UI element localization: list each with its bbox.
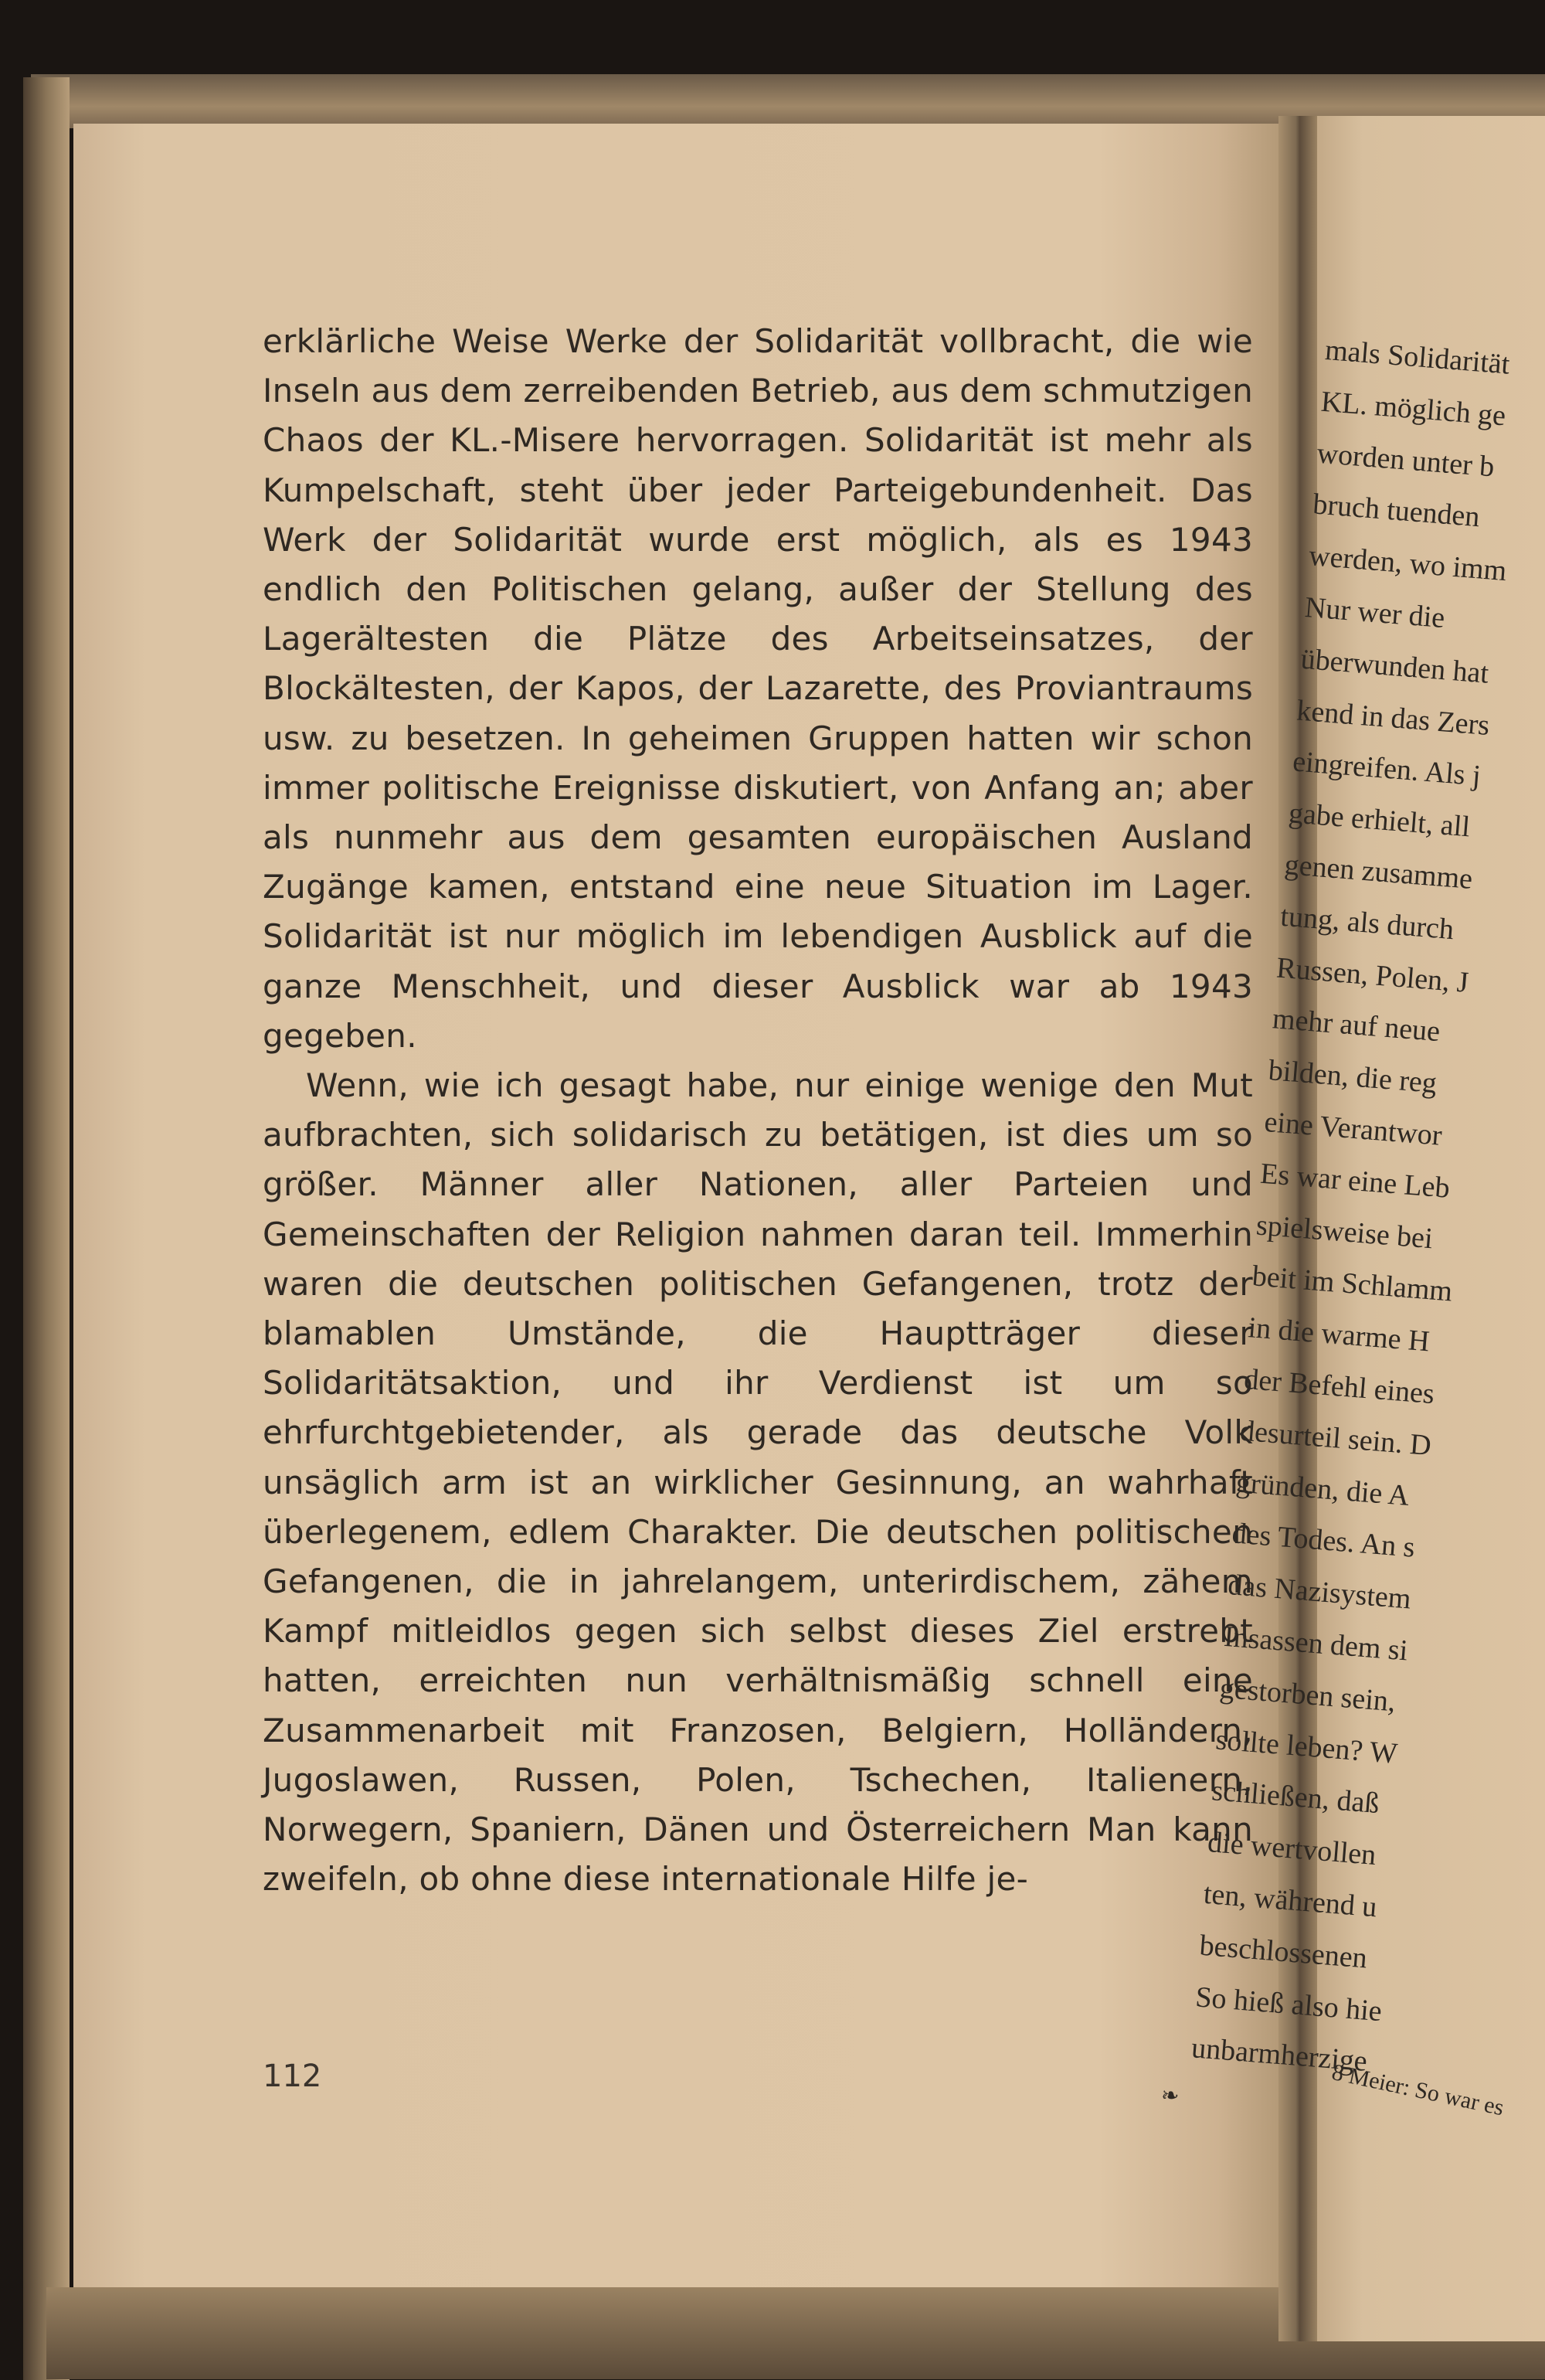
right-page-line: ten, während u	[1202, 1877, 1378, 1924]
right-page-line: worden unter b	[1316, 437, 1496, 484]
right-page-line: schließen, daß	[1211, 1774, 1381, 1821]
right-page-line: bilden, die reg	[1267, 1054, 1438, 1100]
right-page-line: tung, als durch	[1279, 899, 1455, 946]
right-page-line: spielsweise bei	[1255, 1209, 1435, 1255]
right-page-line: der Befehl eines	[1242, 1362, 1436, 1411]
right-page-line: eine Verantwor	[1263, 1105, 1444, 1152]
book-cover-left-edge	[23, 77, 70, 2380]
right-page-line: desurteil sein. D	[1238, 1414, 1433, 1462]
ornament-mark: ❧	[1161, 2082, 1180, 2108]
right-page-line: beschlossenen	[1198, 1929, 1369, 1975]
right-page-line: Insassen dem si	[1222, 1620, 1409, 1668]
right-page-line: KL. möglich ge	[1319, 385, 1507, 433]
right-page-line: eingreifen. Als j	[1291, 745, 1482, 793]
right-page-line: unbarmherzige	[1190, 2032, 1369, 2079]
paragraph-2: Wenn, wie ich gesagt habe, nur einige wenige den Mut aufbrachten, sich solidarisch zu betätigen, ist dies um so größer. Männer aller Nationen, aller Parteien und Gemeinschaften der Religion nahmen daran teil. Immerhin waren die deutschen politischen Gefangenen, trotz der blamablen Umstände, die Hauptträger dieser Solidaritätsaktion, und ihr Verdienst ist um so ehrfurchtgebietender, als gerade das deutsche Volk unsäglich arm ist an wirklicher Gesinnung, an wahrhaft überlegenem, edlem Charakter. Die deutschen politischen Gefangenen, die in jahrelangem, unterirdischem, zähem Kampf mitleidlos gegen sich selbst dieses Ziel erstrebt hatten, erreichten nun verhältnismäßig schnell eine Zusammenarbeit mit Franzosen, Belgiern, Holländern, Jugoslawen, Russen, Polen, Tschechen, Italienern, Norwegern, Spaniern, Dänen und Österreichern Man kann zweifeln, ob ohne diese internationale Hilfe je-	[263, 1066, 1253, 1899]
right-page-line: Es war eine Leb	[1258, 1157, 1452, 1205]
right-page-line: genen zusamme	[1283, 848, 1474, 896]
right-page-line: das Nazisystem	[1226, 1569, 1412, 1616]
right-page-line: mals Solidarität	[1323, 333, 1511, 381]
right-page-line: werden, wo imm	[1307, 539, 1508, 588]
right-page-line: in die warme H	[1247, 1311, 1431, 1358]
right-page-line: des Todes. An s	[1231, 1517, 1417, 1565]
right-page-line: Russen, Polen, J	[1275, 951, 1470, 999]
right-page-line: die wertvollen	[1206, 1826, 1377, 1872]
left-page-body-text	[263, 317, 1253, 1905]
right-page-line: gründen, die A	[1234, 1465, 1411, 1512]
right-page-line: beit im Schlamm	[1251, 1260, 1454, 1308]
page-number: 112	[263, 2059, 322, 2094]
right-page-line: mehr auf neue	[1271, 1002, 1441, 1049]
right-page-line: überwunden hat	[1299, 642, 1490, 690]
right-page-line: Nur wer die	[1303, 590, 1446, 635]
paragraph-1: erklärliche Weise Werke der Solidarität vollbracht, die wie Inseln aus dem zerreibenden Betrieb, aus dem schmutzigen Chaos der KL.-Misere hervorragen. Solidarität ist mehr als Kumpelschaft, steht über jeder Parteigebundenheit. Das Werk der Solidarität wurde erst möglich, als es 1943 endlich den Politischen gelang, außer der Stellung des Lagerältesten die Plätze des Arbeitseinsatzes, der Blockältesten, der Kapos, der Lazarette, des Proviantraums usw. zu besetzen. In geheimen Gruppen hatten wir schon immer politische Ereignisse diskutiert, von Anfang an; aber als nunmehr aus dem gesamten europäischen Ausland Zugänge kamen, entstand eine neue Situation im Lager. Solidarität ist nur möglich im lebendigen Ausblick auf die ganze Menschheit, und dieser Ausblick war ab 1943 gegeben.	[263, 322, 1253, 1055]
right-page-line: gabe erhielt, all	[1287, 797, 1472, 844]
right-page-line: bruch tuenden	[1312, 488, 1481, 534]
right-page-line: gestorben sein,	[1218, 1671, 1397, 1719]
right-page-line: kend in das Zers	[1295, 694, 1491, 742]
right-page-line: sollte leben? W	[1214, 1722, 1399, 1770]
right-page-line: So hieß also hie	[1194, 1980, 1384, 2028]
right-page-footnote: 8 Meier: So war es	[1329, 2059, 1506, 2121]
